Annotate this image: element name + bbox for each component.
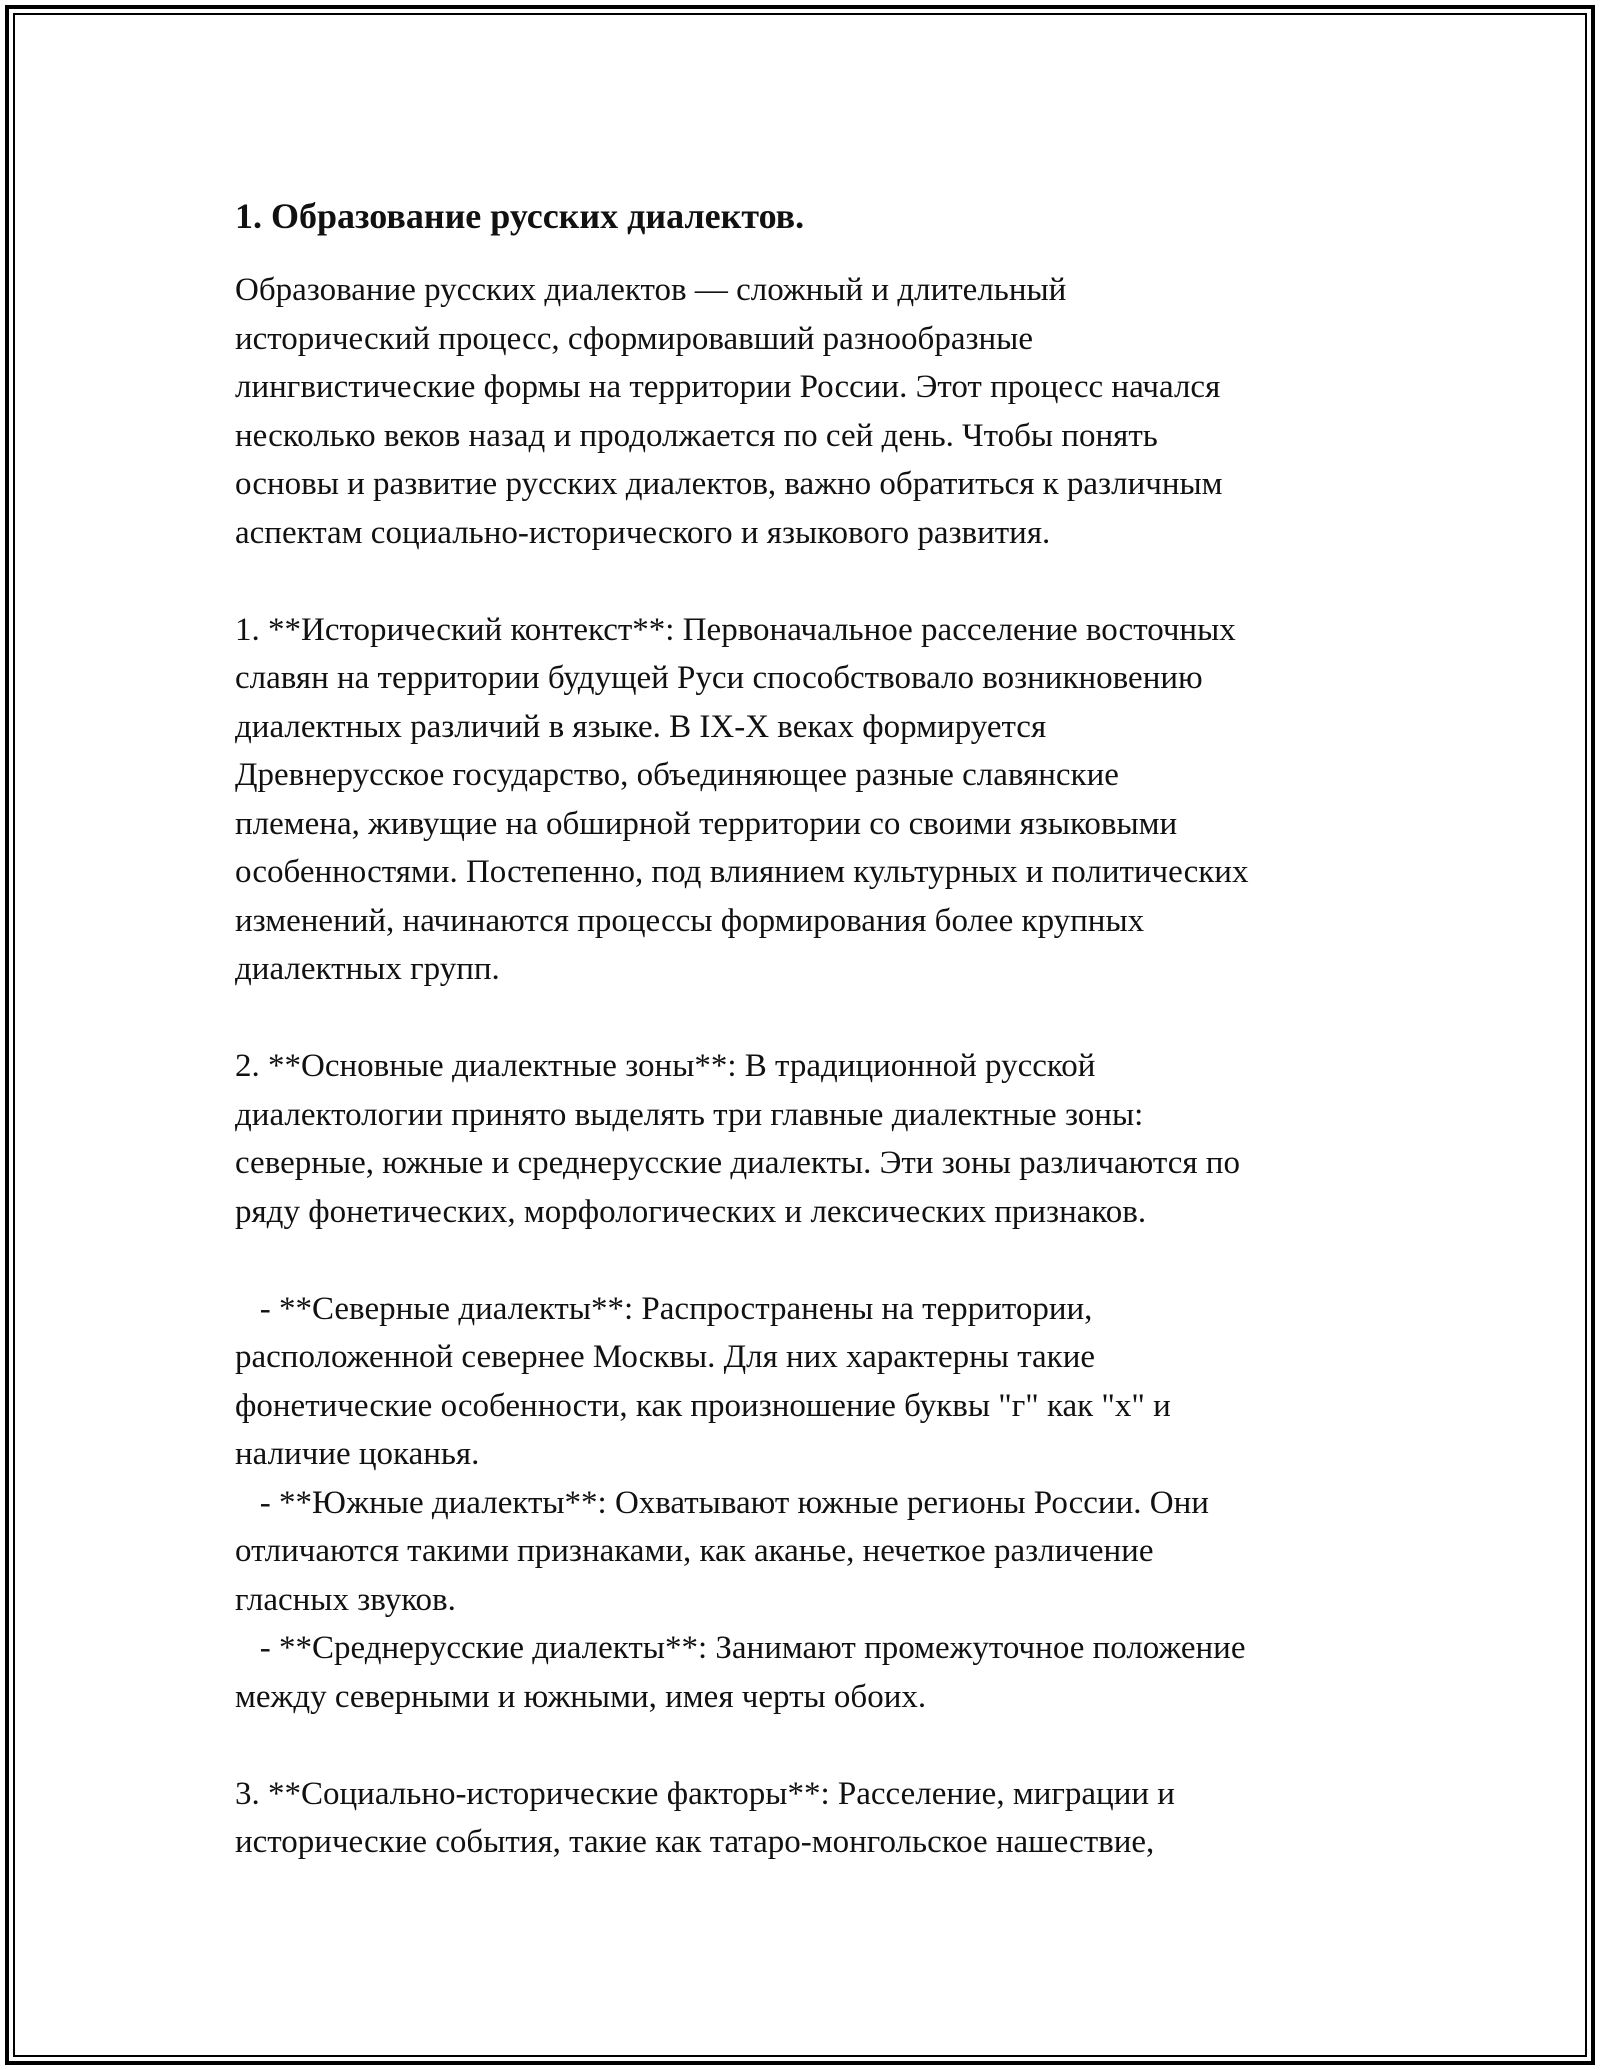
- paragraph-gap: [235, 994, 1380, 1043]
- text-line: ряду фонетических, морфологических и лексических признаков.: [235, 1193, 1147, 1230]
- text-line: отличаются такими признаками, как аканье, нечеткое различение: [235, 1533, 1154, 1569]
- paragraph-5: [235, 1770, 1380, 1867]
- text-line: фонетические особенности, как произношение буквы "г" как "х" и: [235, 1387, 1171, 1424]
- text-line: племена, живущие на обширной территории со своими языковыми: [235, 805, 1178, 842]
- text-line: особенностями. Постепенно, под влиянием культурных и политических: [235, 854, 1249, 890]
- section-heading: 1. Образование русских диалектов.: [235, 196, 805, 236]
- paragraph-3: [235, 1042, 1380, 1236]
- paragraph-gap: [235, 1236, 1380, 1285]
- text-line: аспектам социально-исторического и языкового развития.: [235, 514, 1051, 551]
- text-line: - **Среднерусские диалекты**: Занимают промежуточное положение: [235, 1630, 1246, 1666]
- text-line: исторические события, такие как татаро-монгольское нашествие,: [235, 1824, 1155, 1860]
- text-line: между северными и южными, имея черты обоих.: [235, 1678, 927, 1715]
- text-line: 1. **Исторический контекст**: Первоначальное расселение восточных: [235, 611, 1236, 648]
- text-line: несколько веков назад и продолжается по сей день. Чтобы понять: [235, 417, 1158, 454]
- paragraph-gap: [235, 1721, 1380, 1770]
- text-line: изменений, начинаются процессы формирования более крупных: [235, 902, 1145, 939]
- document-body: [235, 188, 1380, 1867]
- text-line: 2. **Основные диалектные зоны**: В традиционной русской: [235, 1048, 1096, 1084]
- text-line: северные, южные и среднерусские диалекты. Эти зоны различаются по: [235, 1145, 1240, 1181]
- text-line: Образование русских диалектов — сложный и длительный: [235, 272, 1067, 308]
- text-line: основы и развитие русских диалектов, важно обратиться к различным: [235, 466, 1223, 502]
- text-line: диалектных групп.: [235, 951, 500, 987]
- text-line: расположенной севернее Москвы. Для них характерны такие: [235, 1339, 1096, 1375]
- paragraph-1: [235, 266, 1380, 557]
- text-line: 3. **Социально-исторические факторы**: Расселение, миграции и: [235, 1775, 1175, 1812]
- text-line: лингвистические формы на территории России. Этот процесс начался: [235, 369, 1221, 405]
- text-line: наличие цоканья.: [235, 1436, 480, 1472]
- text-line: диалектных различий в языке. В IX-X веках формируется: [235, 708, 1047, 745]
- text-line: славян на территории будущей Руси способствовало возникновению: [235, 660, 1203, 696]
- text-line: исторический процесс, сформировавший разнообразные: [235, 320, 1033, 357]
- paragraphs: [235, 266, 1380, 1867]
- text-line: - **Южные диалекты**: Охватывают южные регионы России. Они: [235, 1484, 1209, 1521]
- paragraph-gap: [235, 557, 1380, 606]
- text-line: Древнерусское государство, объединяющее разные славянские: [235, 757, 1119, 793]
- paragraph-2: [235, 606, 1380, 994]
- text-line: гласных звуков.: [235, 1581, 456, 1618]
- paragraph-4: [235, 1285, 1380, 1722]
- text-line: диалектологии принято выделять три главные диалектные зоны:: [235, 1096, 1144, 1133]
- text-line: - **Северные диалекты**: Распространены на территории,: [235, 1290, 1093, 1327]
